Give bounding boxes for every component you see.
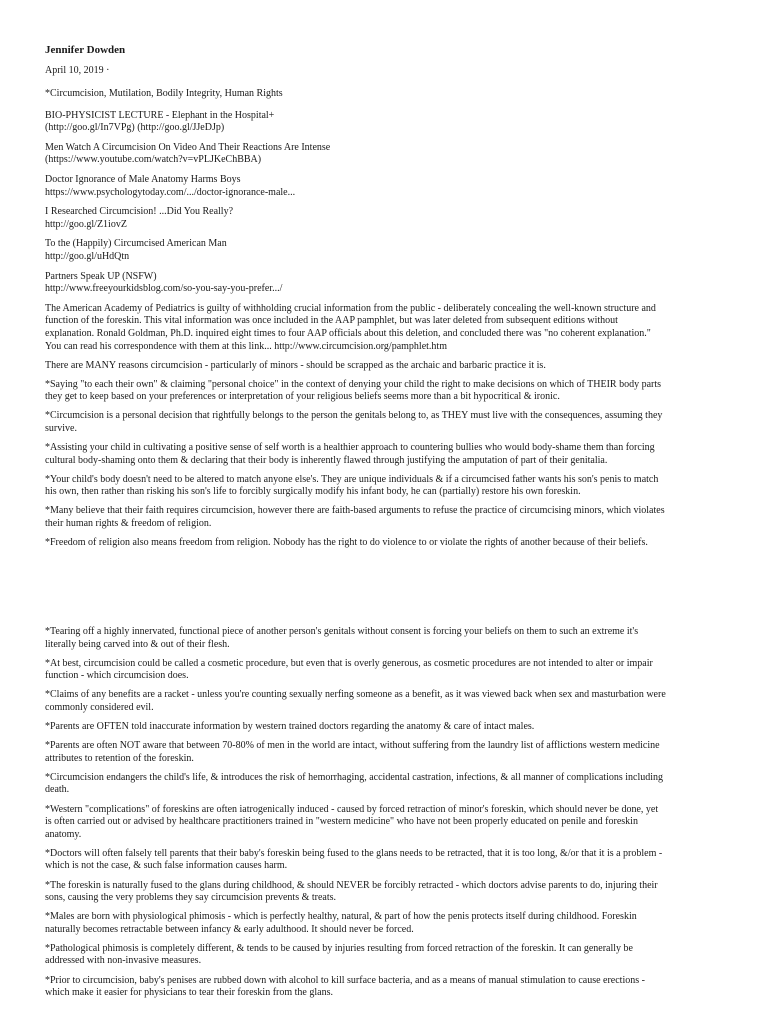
link-url[interactable]: (https://www.youtube.com/watch?v=vPLJKeChBBA) [45, 154, 262, 166]
link-entry [45, 206, 725, 231]
paragraph: *Prior to circumcision, baby's penises are rubbed down with alcohol to kill surface bacteria, and as a means of manual stimulation to cause erections - which make it easier for physicians to tear their foreskin from the glans. [45, 974, 645, 999]
link-url[interactable]: http://goo.gl/uHdQtn [45, 250, 130, 262]
paragraphs-bottom [45, 626, 725, 1006]
paragraph: *Parents are often NOT aware that between 70-80% of men in the world are intact, without suffering from the laundry list of afflictions western medicine attributes to retention of the foreskin. [45, 740, 660, 764]
paragraph: *At best, circumcision could be called a cosmetic procedure, but even that is overly generous, as cosmetic procedures are not intended to alter or impair function - which circumcision does. [45, 657, 653, 682]
post-header [45, 44, 725, 556]
paragraph: *Western "complications" of foreskins are often iatrogenically induced - caused by forced retraction of minor's foreskin, which should never be done, yet is often carried out or advised by healthcare practitioners trained in "western medicine" who have not been properly educated on penile and foreskin anatomy. [45, 803, 659, 840]
paragraphs-top [45, 303, 725, 550]
link-title: I Researched Circumcision! ...Did You Really? [45, 206, 234, 218]
paragraph: *Parents are OFTEN told inaccurate information by western trained doctors regarding the anatomy & care of intact males. [45, 721, 535, 733]
paragraph: *Males are born with physiological phimosis - which is perfectly healthy, natural, & part of how the penis protects itself during childhood. Foreskin naturally becomes retractable between infancy & early adulthood. It should never be forced. [45, 911, 637, 935]
link-url[interactable]: https://www.psychologytoday.com/.../doctor-ignorance-male... [45, 186, 296, 198]
paragraph: *Many believe that their faith requires circumcision, however there are faith-based arguments to refuse the practice of circumcising minors, which violates their human rights & freedom of religion. [45, 505, 665, 530]
link-list [45, 110, 725, 296]
link-url[interactable]: http://goo.gl/Z1iovZ [45, 218, 127, 230]
paragraph: *Circumcision is a personal decision that rightfully belongs to the person the genitals belong to, as THEY must live with the consequences, assuming they survive. [45, 410, 663, 434]
paragraph: *Doctors will often falsely tell parents that their baby's foreskin being fused to the glans needs to be retracted, that it is too long, &/or that it is a problem - which is not the case, & such false information causes harm. [45, 847, 663, 872]
link-title: BIO-PHYSICIST LECTURE - Elephant in the Hospital+ [45, 109, 275, 121]
link-entry [45, 271, 725, 296]
post-date[interactable]: April 10, 2019 · [45, 65, 110, 76]
paragraph: *The foreskin is naturally fused to the glans during childhood, & should NEVER be forcibly retracted - which doctors advise parents to do, injuring their sons, causing the very problems they say circumcision prevents & treats. [45, 879, 658, 904]
paragraph: *Assisting your child in cultivating a positive sense of self worth is a healthier approach to countering bullies who would body-shame them than forcing cultural body-shaming onto them & declaring that their body is inherently flawed through justifying the amputation of part of their genitalia. [45, 442, 655, 466]
paragraph: *Pathological phimosis is completely different, & tends to be caused by injuries resulting from forced retraction of the foreskin. It can generally be addressed with non-invasive measures. [45, 942, 633, 967]
paragraph: *Claims of any benefits are a racket - unless you're counting sexually nerfing someone as a benefit, as it was viewed back when sex and masturbation were commonly considered evil. [45, 689, 666, 713]
link-title: Men Watch A Circumcision On Video And Their Reactions Are Intense [45, 141, 331, 153]
link-title: To the (Happily) Circumcised American Man [45, 238, 227, 250]
link-entry [45, 142, 725, 167]
link-url[interactable]: (http://goo.gl/In7VPg) (http://goo.gl/JJeDJp) [45, 122, 225, 134]
paragraph: *Freedom of religion also means freedom from religion. Nobody has the right to do violence to or violate the rights of another because of their beliefs. [45, 537, 648, 549]
paragraph: *Your child's body doesn't need to be altered to match anyone else's. They are unique individuals & if a circumcised father wants his son's penis to match his own, then rather than risking his son's life to forcibly surgically modify his infant body, he can (partially) restore his own foreskin. [45, 473, 659, 498]
link-title: Doctor Ignorance of Male Anatomy Harms Boys [45, 173, 241, 185]
paragraph: *Tearing off a highly innervated, functional piece of another person's genitals without consent is forcing your beliefs on them to such an extreme it's literally being carved into & out of their flesh. [45, 626, 639, 650]
link-entry [45, 238, 725, 263]
tags-line: *Circumcision, Mutilation, Bodily Integrity, Human Rights [45, 88, 283, 99]
author-name[interactable]: Jennifer Dowden [45, 44, 126, 56]
link-title: Partners Speak UP (NSFW) [45, 270, 157, 282]
paragraph: The American Academy of Pediatrics is guilty of withholding crucial information from the public - deliberately concealing the well-known structure and function of the foreskin. This vital information was once included in the AAP pamphlet, but was later deleted from subsequent editions without explanation. Ronald Goldman, Ph.D. inquired eight times to four AAP officials about this deletion, and concluded there was "no coherent explanation." You can read his correspondence with them at this link... http://www.circumcision.org/pamphlet.htm [45, 302, 656, 352]
link-entry [45, 174, 725, 199]
paragraph: There are MANY reasons circumcision - particularly of minors - should be scrapped as the archaic and barbaric practice it is. [45, 359, 546, 371]
paragraph: *Circumcision endangers the child's life, & introduces the risk of hemorrhaging, accidental castration, infections, & all manner of complications including death. [45, 771, 664, 796]
link-url[interactable]: http://www.freeyourkidsblog.com/so-you-say-you-prefer.../ [45, 283, 283, 295]
link-entry [45, 110, 725, 135]
paragraph: *Saying "to each their own" & claiming "personal choice" in the context of denying your child the right to make decisions on which of THEIR body parts they get to keep based on your preferences or interpretation of your religious beliefs seems more than a bit hypocritical & ironic. [45, 378, 662, 403]
